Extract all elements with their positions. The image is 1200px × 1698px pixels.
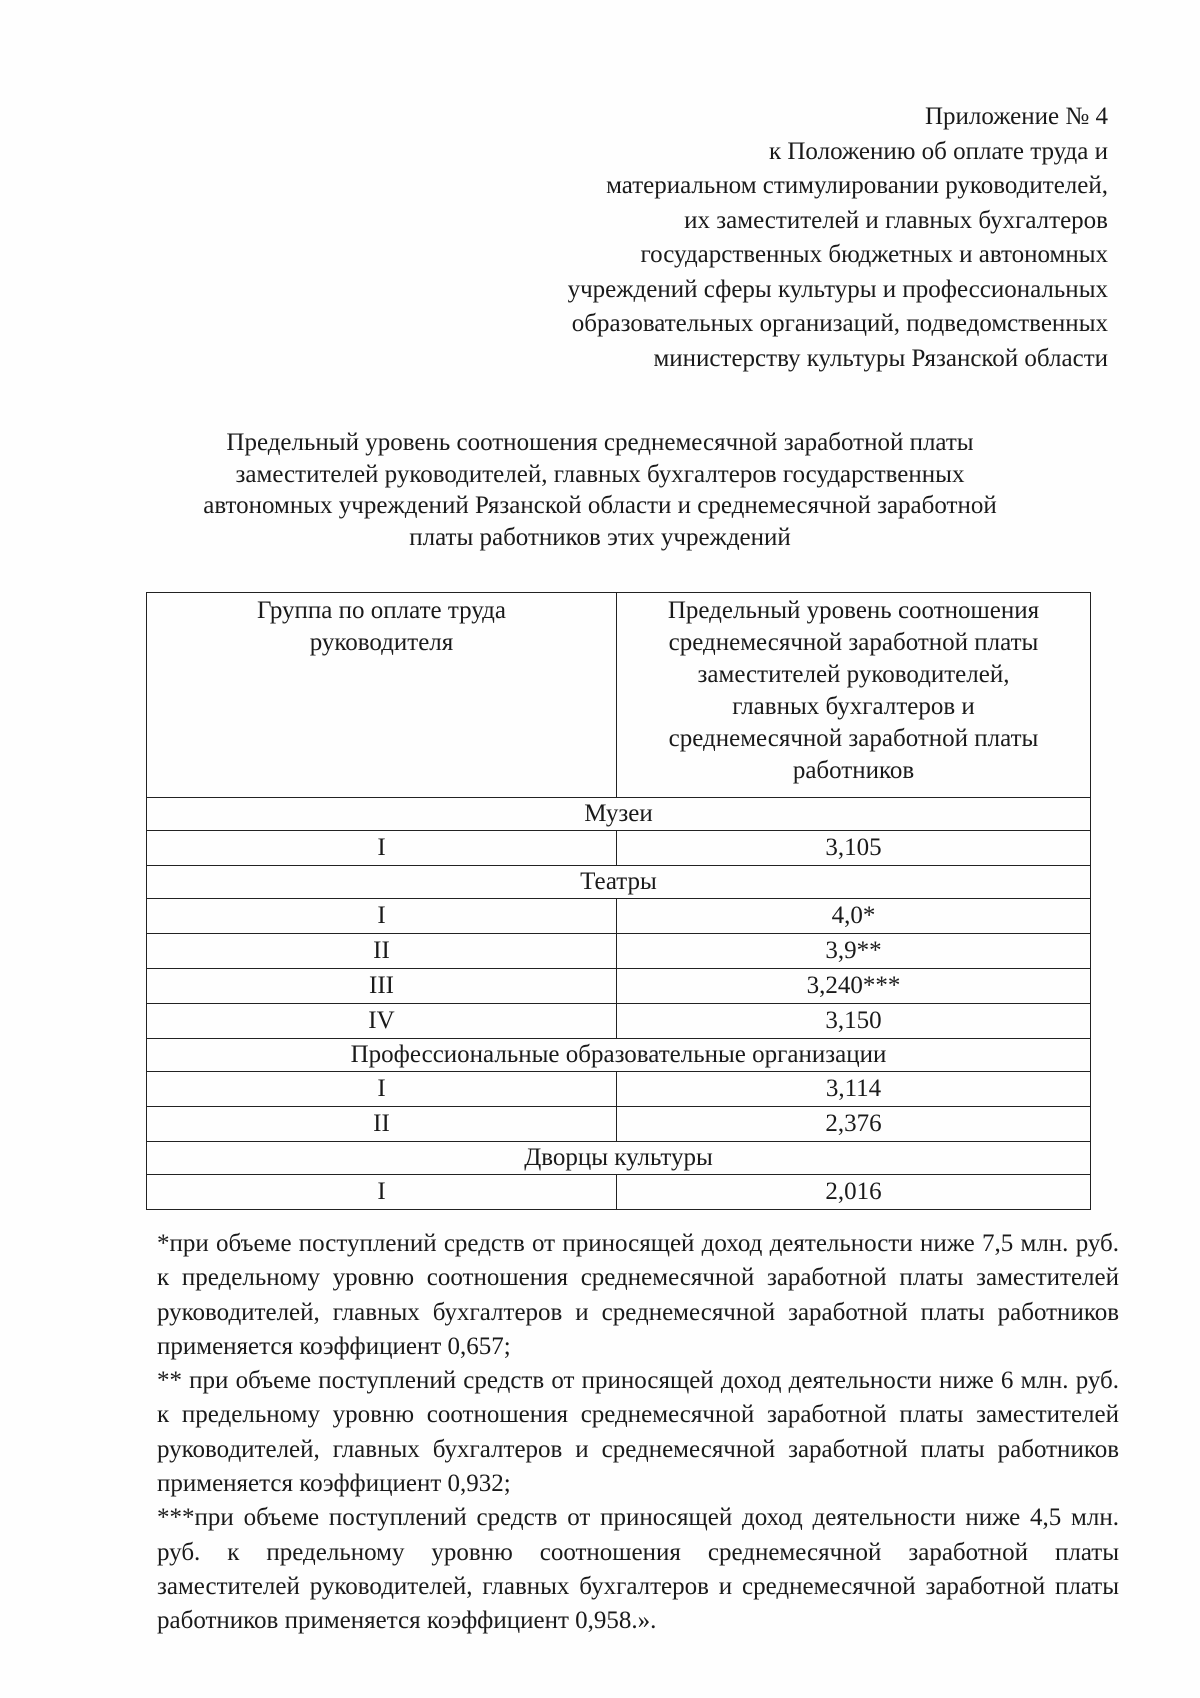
table-row — [147, 1107, 1091, 1142]
table-row — [147, 1175, 1091, 1210]
footnotes — [157, 1227, 1119, 1639]
table-row — [147, 934, 1091, 969]
appendix-line: министерству культуры Рязанской области — [653, 344, 1108, 372]
appendix-number: Приложение № 4 — [924, 103, 1108, 130]
section-title: Театры — [147, 866, 1091, 899]
appendix-line: учреждений сферы культуры и профессиональных — [567, 275, 1108, 303]
ratio-cell: 2,016 — [617, 1175, 1091, 1210]
section-title: Профессиональные образовательные организации — [147, 1039, 1091, 1072]
appendix-line: образовательных организаций, подведомственных — [571, 310, 1108, 337]
ratio-cell: 4,0* — [617, 899, 1091, 934]
group-cell: IV — [147, 1004, 617, 1039]
table-header-row — [147, 593, 1091, 798]
ratio-cell: 3,105 — [617, 831, 1091, 866]
ratio-cell: 3,240*** — [617, 969, 1091, 1004]
table-row — [147, 831, 1091, 866]
ratio-cell: 2,376 — [617, 1107, 1091, 1142]
section-title: Музеи — [147, 798, 1091, 831]
section-row-museums — [147, 798, 1091, 831]
ratio-cell: 3,9** — [617, 934, 1091, 969]
table-row — [147, 1004, 1091, 1039]
title-line: платы работников этих учреждений — [409, 523, 791, 551]
footnote-single-asterisk: *при объеме поступлений средств от приносящей доход деятельности ниже 7,5 млн. руб. к предельному уровню соотношения среднемесячной заработной платы заместителей руководителей, главных бухгалтеров и среднемесячной заработной платы работников применяется коэффициент 0,657; — [157, 1230, 1119, 1360]
group-cell: I — [147, 1175, 617, 1210]
document-title — [150, 427, 1050, 553]
ratio-cell: 3,114 — [617, 1072, 1091, 1107]
group-cell: II — [147, 1107, 617, 1142]
appendix-line: к Положению об оплате труда и — [768, 137, 1108, 165]
table-row — [147, 1072, 1091, 1107]
footnote-double-asterisk: ** при объеме поступлений средств от приносящей доход деятельности ниже 6 млн. руб. к предельному уровню соотношения среднемесячной заработной платы заместителей руководителей, главных бухгалтеров и среднемесячной заработной платы работников применяется коэффициент 0,932; — [157, 1367, 1119, 1498]
group-cell: III — [147, 969, 617, 1004]
column-header-group: Группа по оплате труда руководителя — [147, 593, 617, 798]
column-header-ratio: Предельный уровень соотношения среднемесячной заработной платы заместителей руководителей, главных бухгалтеров и среднемесячной заработной платы работников — [617, 593, 1091, 798]
appendix-line: материальном стимулировании руководителей, — [606, 172, 1108, 199]
appendix-reference — [408, 100, 1108, 376]
appendix-line: их заместителей и главных бухгалтеров — [684, 206, 1108, 234]
group-cell: I — [147, 1072, 617, 1107]
group-cell: I — [147, 899, 617, 934]
ratio-cell: 3,150 — [617, 1004, 1091, 1039]
section-row-education — [147, 1039, 1091, 1072]
footnote-triple-asterisk: ***при объеме поступлений средств от приносящей доход деятельности ниже 4,5 млн. руб. к предельному уровню соотношения среднемесячной заработной платы заместителей руководителей, главных бухгалтеров и среднемесячной заработной платы работников применяется коэффициент 0,958.». — [157, 1504, 1119, 1635]
table-row — [147, 969, 1091, 1004]
group-cell: II — [147, 934, 617, 969]
section-title: Дворцы культуры — [147, 1142, 1091, 1175]
salary-ratio-table — [146, 592, 1091, 1210]
title-line: заместителей руководителей, главных бухгалтеров государственных — [235, 460, 965, 488]
title-line: автономных учреждений Рязанской области и среднемесячной заработной — [203, 492, 997, 519]
section-row-culture-palaces — [147, 1142, 1091, 1175]
table-row — [147, 899, 1091, 934]
title-line: Предельный уровень соотношения среднемесячной заработной платы — [226, 429, 974, 456]
group-cell: I — [147, 831, 617, 866]
section-row-theaters — [147, 866, 1091, 899]
appendix-line: государственных бюджетных и автономных — [640, 241, 1108, 268]
